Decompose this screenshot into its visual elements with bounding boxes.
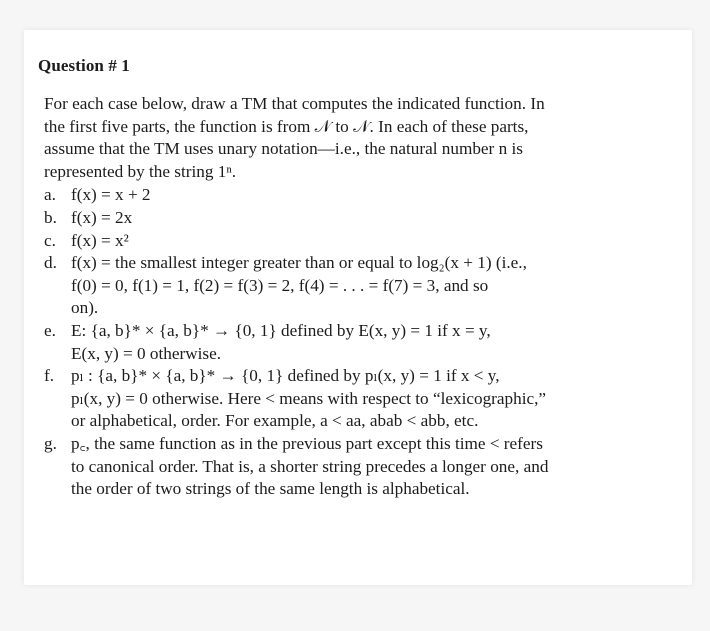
intro-line: assume that the TM uses unary notation—i.e., the natural number n is (44, 139, 523, 159)
part-label: e. (44, 320, 56, 340)
part-label: d. (44, 253, 57, 273)
part-label: a. (44, 185, 56, 205)
part-line: to canonical order. That is, a shorter string precedes a longer one, and (71, 456, 549, 476)
part-b (44, 207, 694, 230)
part-line: pₗ(x, y) = 0 otherwise. Here < means with respect to “lexicographic,” (71, 388, 547, 408)
intro-paragraph (44, 93, 694, 183)
part-label: g. (44, 433, 57, 453)
intro-line: represented by the string 1ⁿ. (44, 161, 237, 181)
part-line: f(x) = 2x (71, 207, 133, 227)
part-label: c. (44, 230, 56, 250)
part-line: f(x) = x + 2 (71, 185, 151, 205)
part-line: f(x) = the smallest integer greater than or equal to log₂(x + 1) (i.e., (71, 253, 527, 273)
part-line: pₗ : {a, b}* × {a, b}* → {0, 1} defined by pₗ(x, y) = 1 if x < y, (71, 366, 500, 386)
part-line: the order of two strings of the same length is alphabetical. (71, 479, 470, 499)
part-line: E: {a, b}* × {a, b}* → {0, 1} defined by E(x, y) = 1 if x = y, (71, 320, 491, 340)
part-line: or alphabetical, order. For example, a < aa, abab < abb, etc. (71, 411, 479, 431)
part-line: f(x) = x² (71, 230, 129, 250)
part-line: E(x, y) = 0 otherwise. (71, 343, 222, 363)
intro-line: For each case below, draw a TM that computes the indicated function. In (44, 94, 545, 113)
part-f (44, 365, 694, 433)
part-c (44, 230, 694, 253)
intro-line: the first five parts, the function is from 𝒩 to 𝒩. In each of these parts, (44, 116, 529, 136)
part-e (44, 320, 694, 365)
part-d (44, 252, 694, 320)
question-body (44, 93, 694, 501)
part-g (44, 433, 694, 501)
part-label: b. (44, 207, 57, 227)
part-line: f(0) = 0, f(1) = 1, f(2) = f(3) = 2, f(4) = . . . = f(7) = 3, and so (71, 275, 489, 295)
part-label: f. (44, 366, 55, 386)
question-title: Question # 1 (38, 56, 130, 75)
part-line: p꜀, the same function as in the previous part except this time < refers (71, 433, 543, 453)
part-a (44, 184, 694, 207)
part-line: on). (71, 298, 99, 318)
